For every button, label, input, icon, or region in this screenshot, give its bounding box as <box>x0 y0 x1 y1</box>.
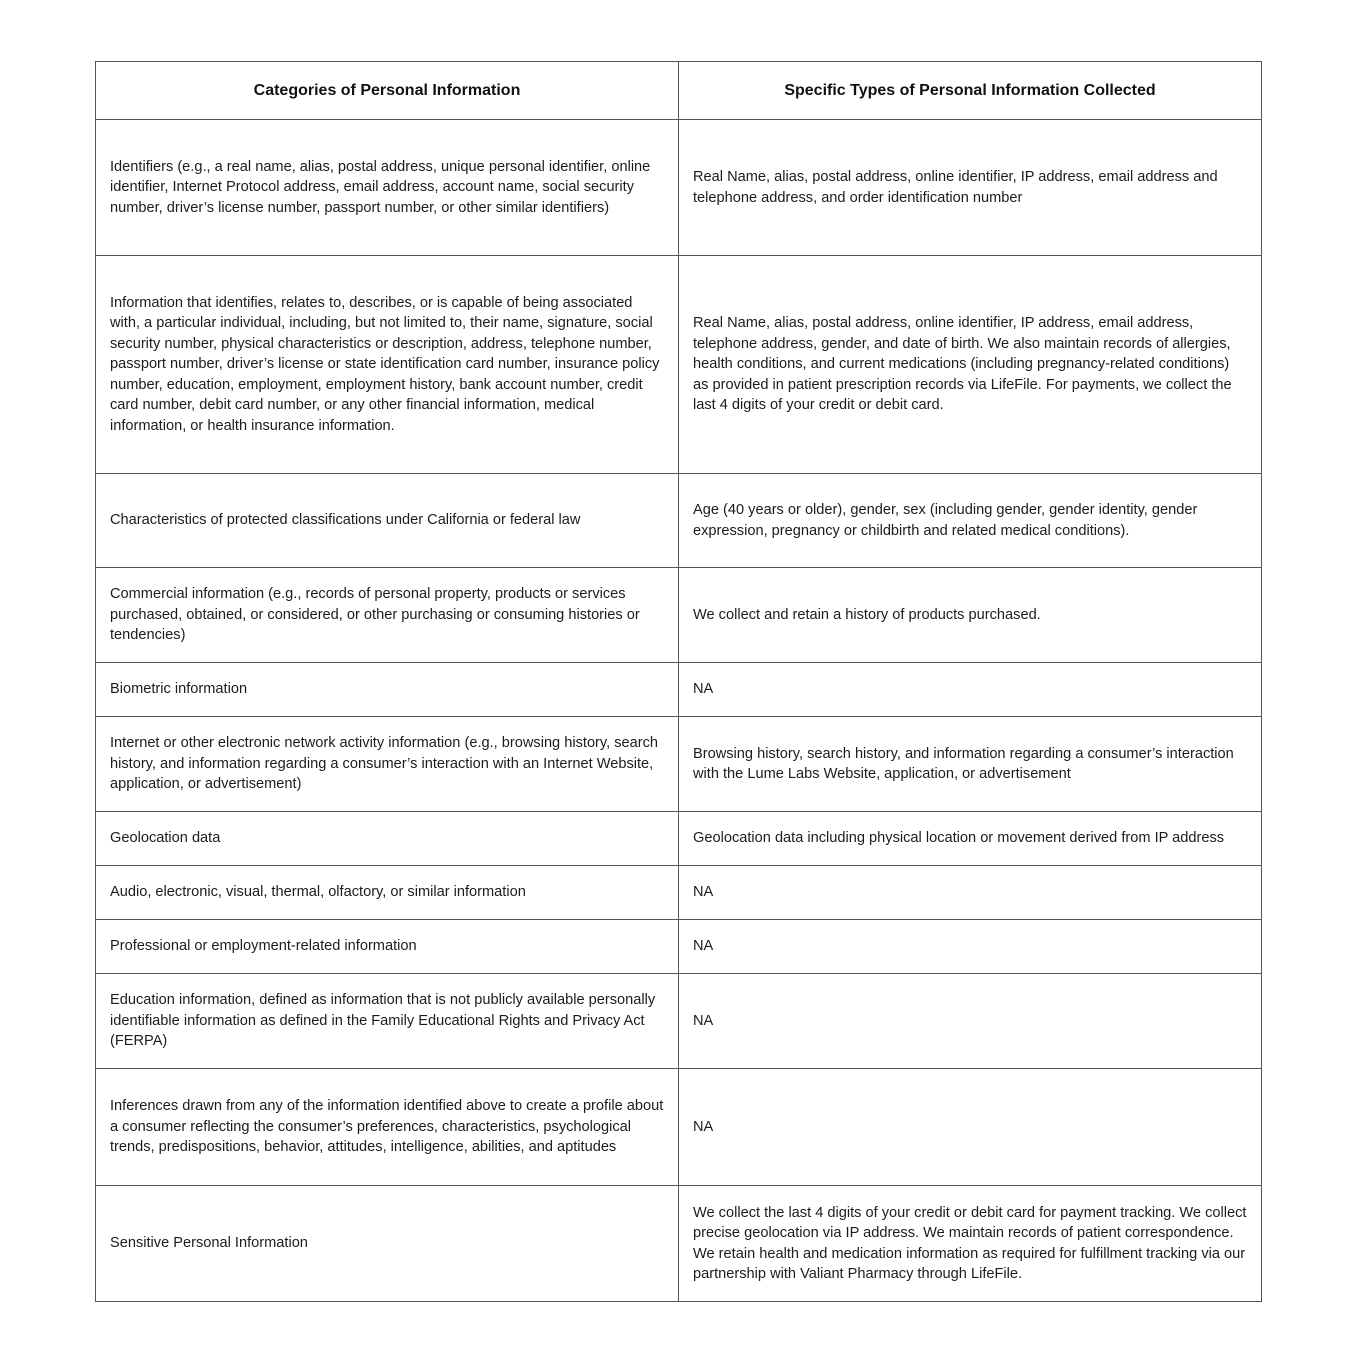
table-row <box>96 663 1262 717</box>
table-row <box>96 1069 1262 1186</box>
table-row <box>96 474 1262 568</box>
table-row <box>96 1186 1262 1302</box>
category-cell: Professional or employment-related information <box>96 920 679 974</box>
category-cell: Geolocation data <box>96 812 679 866</box>
category-cell: Inferences drawn from any of the information identified above to create a profile about a consumer reflecting the consumer’s preferences, characteristics, psychological trends, predispositions, behavior, attitudes, intelligence, abilities, and aptitudes <box>96 1069 679 1186</box>
category-cell: Internet or other electronic network activity information (e.g., browsing history, search history, and information regarding a consumer’s interaction with an Internet Website, application, or advertisement) <box>96 717 679 812</box>
collected-cell: NA <box>679 866 1262 920</box>
collected-cell: NA <box>679 1069 1262 1186</box>
collected-cell: Geolocation data including physical location or movement derived from IP address <box>679 812 1262 866</box>
header-specific-types: Specific Types of Personal Information Collected <box>679 62 1262 120</box>
personal-information-table <box>95 61 1262 1302</box>
category-cell: Audio, electronic, visual, thermal, olfactory, or similar information <box>96 866 679 920</box>
category-cell: Identifiers (e.g., a real name, alias, postal address, unique personal identifier, online identifier, Internet Protocol address, email address, account name, social security number, driver’s license number, passport number, or other similar identifiers) <box>96 120 679 256</box>
table-row <box>96 120 1262 256</box>
collected-cell: Real Name, alias, postal address, online identifier, IP address, email address, telephone address, gender, and date of birth. We also maintain records of allergies, health conditions, and current medications (including pregnancy-related conditions) as provided in patient prescription records via LifeFile. For payments, we collect the last 4 digits of your credit or debit card. <box>679 256 1262 474</box>
collected-cell: Real Name, alias, postal address, online identifier, IP address, email address and telephone address, and order identification number <box>679 120 1262 256</box>
collected-cell: NA <box>679 974 1262 1069</box>
category-cell: Characteristics of protected classifications under California or federal law <box>96 474 679 568</box>
table-row <box>96 568 1262 663</box>
table-row <box>96 866 1262 920</box>
category-cell: Commercial information (e.g., records of personal property, products or services purchased, obtained, or considered, or other purchasing or consuming histories or tendencies) <box>96 568 679 663</box>
table-row <box>96 920 1262 974</box>
header-categories: Categories of Personal Information <box>96 62 679 120</box>
category-cell: Education information, defined as information that is not publicly available personally identifiable information as defined in the Family Educational Rights and Privacy Act (FERPA) <box>96 974 679 1069</box>
collected-cell: We collect the last 4 digits of your credit or debit card for payment tracking. We collect precise geolocation via IP address. We maintain records of patient correspondence. We retain health and medication information as required for fulfillment tracking via our partnership with Valiant Pharmacy through LifeFile. <box>679 1186 1262 1302</box>
table-row <box>96 256 1262 474</box>
collected-cell: NA <box>679 920 1262 974</box>
category-cell: Information that identifies, relates to, describes, or is capable of being associated with, a particular individual, including, but not limited to, their name, signature, social security number, physical characteristics or description, address, telephone number, passport number, driver’s license or state identification card number, insurance policy number, education, employment, employment history, bank account number, credit card number, debit card number, or any other financial information, medical information, or health insurance information. <box>96 256 679 474</box>
category-cell: Biometric information <box>96 663 679 717</box>
category-cell: Sensitive Personal Information <box>96 1186 679 1302</box>
table-row <box>96 717 1262 812</box>
collected-cell: Browsing history, search history, and information regarding a consumer’s interaction with the Lume Labs Website, application, or advertisement <box>679 717 1262 812</box>
collected-cell: NA <box>679 663 1262 717</box>
table-row <box>96 812 1262 866</box>
table-header-row <box>96 62 1262 120</box>
collected-cell: We collect and retain a history of products purchased. <box>679 568 1262 663</box>
table-row <box>96 974 1262 1069</box>
collected-cell: Age (40 years or older), gender, sex (including gender, gender identity, gender expression, pregnancy or childbirth and related medical conditions). <box>679 474 1262 568</box>
